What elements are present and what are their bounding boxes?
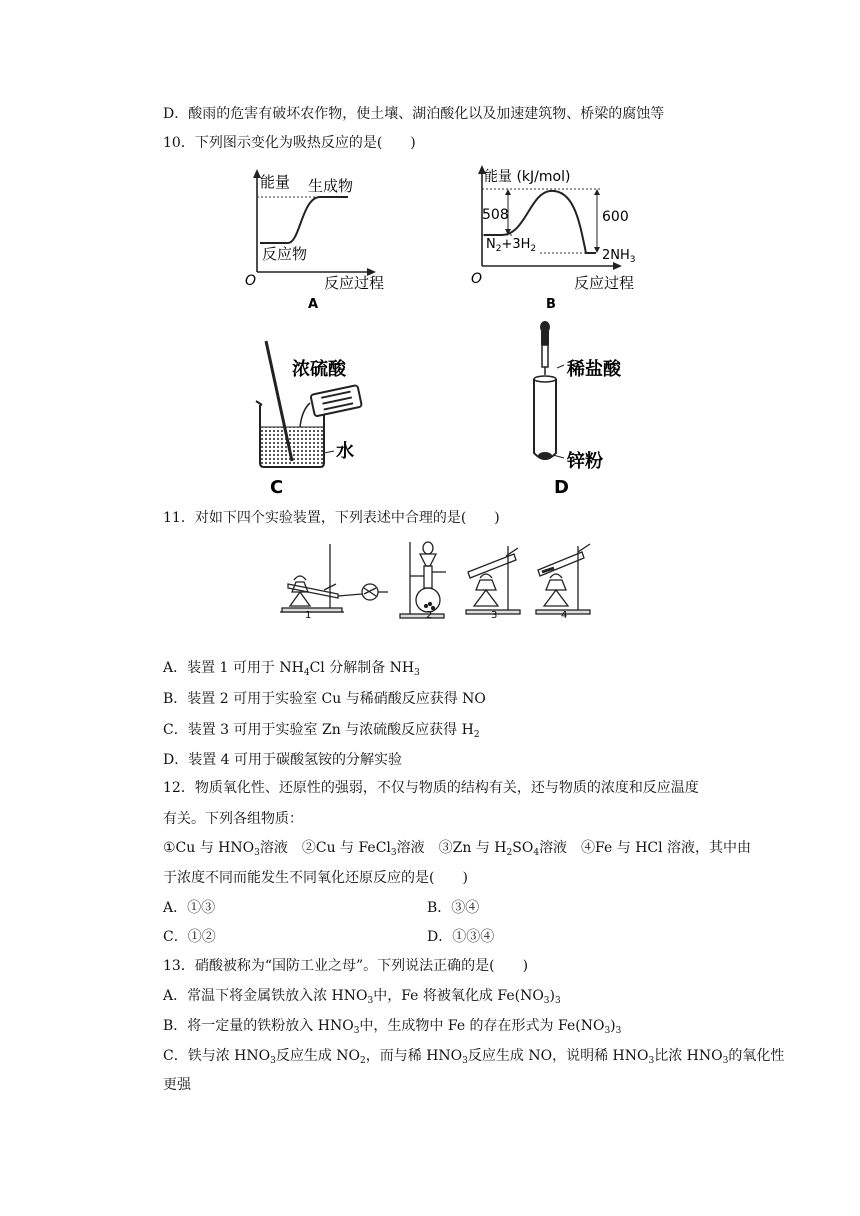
diagram-c-beaker — [256, 341, 362, 498]
q13-option-c: C．铁与浓 $HNO_3$反应生成 $NO_2$，而与稀 $HNO_3$反应生成 NO，说明稀 $HNO_3$比浓 $HNO_3$的氧化性 — [163, 1048, 785, 1066]
q13-option-a: A．常温下将金属铁放入浓 $HNO_3$中，Fe 将被氧化成 $Fe(NO_3)_3$ — [163, 988, 561, 1006]
diagram-d-zinc-label: 锌粉 — [567, 451, 603, 472]
apparatus-2-label: 2 — [426, 610, 433, 621]
diagram-c-acid-label: 浓硫酸 — [292, 359, 346, 380]
diagram-c-water-label: 水 — [336, 441, 354, 462]
q12-option-b: B．③④ — [427, 900, 480, 916]
diagram-c-letter: C — [270, 477, 284, 498]
q11-option-a: A．装置 1 可用于 $NH_4Cl$ 分解制备 $NH_3$ — [163, 660, 420, 678]
q11-option-c: C．装置 3 可用于实验室 Zn 与浓硫酸反应获得 $H_2$ — [163, 722, 480, 740]
apparatus-4-label: 4 — [561, 610, 568, 621]
q11-option-d: D．装置 4 可用于碳酸氢铵的分解实验 — [163, 752, 403, 768]
q12-option-a: A．①③ — [163, 900, 216, 916]
q12-stem-3: 于浓度不同而能发生不同氧化还原反应的是( ) — [163, 870, 468, 886]
graph-b-x-label: 反应过程 — [574, 274, 635, 292]
graph-a-energy-label: 能量 — [260, 173, 291, 191]
graph-b-energy-label: 能量 (kJ/mol) — [484, 169, 571, 185]
graph-b — [471, 165, 636, 312]
q12-stem-1: 12．物质氧化性、还原性的强弱，不仅与物质的结构有关，还与物质的浓度和反应温度 — [163, 780, 699, 796]
graph-a-origin: O — [245, 273, 257, 289]
diagram-d-test-tube — [534, 321, 622, 498]
apparatus-2 — [400, 542, 446, 618]
q11-stem: 11．对如下四个实验装置，下列表述中合理的是( ) — [163, 510, 500, 526]
q10-figure — [240, 165, 660, 500]
graph-a-x-label: 反应过程 — [324, 274, 385, 292]
apparatus-1-label: 1 — [305, 610, 312, 621]
q10-stem: 10．下列图示变化为吸热反应的是( ) — [163, 135, 416, 151]
q13-stem: 13．硝酸被称为“国防工业之母”。下列说法正确的是( ) — [163, 958, 529, 974]
diagram-d-letter: D — [554, 477, 569, 498]
apparatus-3-label: 3 — [491, 610, 498, 621]
graph-b-600: 600 — [602, 209, 629, 225]
q13-option-c-cont: 更强 — [163, 1077, 191, 1093]
graph-b-reactants: $N_2+3H_2$ — [486, 237, 537, 254]
apparatus-1 — [280, 544, 388, 612]
q12-option-d: D．①③④ — [427, 929, 495, 945]
q12-option-c: C．①② — [163, 929, 216, 945]
graph-a-letter: A — [308, 297, 319, 312]
graph-a-product-label: 生成物 — [308, 177, 354, 195]
graph-a — [245, 169, 384, 312]
q9-option-d: D．酸雨的危害有破坏农作物，使土壤、湖泊酸化以及加速建筑物、桥梁的腐蚀等 — [163, 106, 665, 122]
graph-b-origin: O — [471, 271, 483, 287]
graph-b-508: 508 — [482, 207, 509, 223]
q11-option-b: B．装置 2 可用于实验室 Cu 与稀硝酸反应获得 NO — [163, 691, 486, 707]
apparatus-4 — [536, 544, 590, 614]
q13-option-b: B．将一定量的铁粉放入 $HNO_3$中，生成物中 Fe 的存在形式为 $Fe(NO_3)_3$ — [163, 1018, 622, 1036]
q12-stem-2: 有关。下列各组物质： — [163, 811, 303, 827]
graph-b-letter: B — [546, 297, 556, 312]
apparatus-3 — [466, 546, 520, 614]
q12-items: ①Cu 与 $HNO_3$溶液 ②Cu 与 FeCl$_3$溶液 ③Zn 与 $H_2SO_4$溶液 ④Fe 与 HCl 溶液，其中由 — [163, 840, 752, 858]
graph-a-reactant-label: 反应物 — [262, 245, 308, 263]
diagram-d-acid-label: 稀盐酸 — [567, 359, 621, 380]
q11-figure — [278, 536, 598, 622]
graph-b-product: $2NH_3$ — [602, 248, 636, 265]
